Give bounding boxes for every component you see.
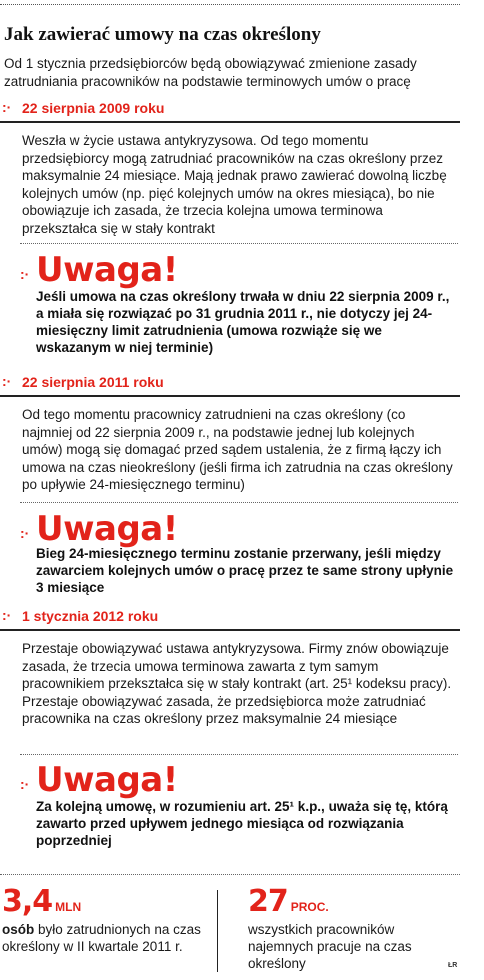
- warning-label: Uwaga!: [36, 760, 178, 800]
- bullet-icon: :·: [20, 525, 30, 541]
- section-header-2011: [0, 369, 460, 397]
- warning-label: Uwaga!: [36, 250, 178, 290]
- section-body: Weszła w życie ustawa antykryzysowa. Od tego momentu przedsiębiorcy mogą zatrudniać pracowników na czas określony przez maksymalnie 24 miesiące. Mają jednak prawo zawierać dowolną liczbę kolejnych umów (np. pięć kolejnych umów na okres miesiąca), bo nie obowiązuje ich zasada, że trzecia kolejna umowa terminowa przekształca się w stały kontrakt: [22, 133, 447, 236]
- section-body: Przestaje obowiązywać ustawa antykryzysowa. Firmy znów obowiązuje zasada, że trzecia umowa terminowa zawarta z tym samym pracownikiem przekształca się w stały kontrakt (art. 25¹ kodeksu pracy). Przestaje obowiązywać zasada, że przedsiębiorca może zatrudniać pracownika na czas określony przez maksymalnie 24 miesiące: [22, 641, 452, 726]
- stat-bold: osób: [2, 922, 35, 937]
- dotted-divider: [20, 502, 458, 503]
- lead-text: Od 1 stycznia przedsiębiorców będą obowiązywać zmienione zasady zatrudniania pracowników na podstawie terminowych umów o pracę: [4, 56, 417, 89]
- section-rule: [0, 121, 460, 123]
- section-date: 1 stycznia 2012 roku: [22, 608, 159, 624]
- warning-label: Uwaga!: [36, 509, 178, 549]
- warning-text: Bieg 24-miesięcznego terminu zostanie przerwany, jeśli między zawarciem kolejnych umów o pracę przez te same strony upłynie 3 miesiące: [36, 546, 454, 595]
- warning-text: Jeśli umowa na czas określony trwała w dniu 22 sierpnia 2009 r., a miała się rozwiązać po 31 grudnia 2011 r., nie dotyczy jej 24-miesięczny limit zatrudnienia (umowa rozwiąże się we wskazanym w niej terminie): [36, 289, 450, 355]
- stat-unit: PROC.: [290, 900, 329, 914]
- stats-divider: [0, 874, 460, 875]
- stat-unit: MLN: [55, 900, 82, 914]
- bullet-icon: :·: [2, 607, 12, 623]
- stat-employed: [2, 884, 207, 955]
- stat-separator: [217, 890, 218, 972]
- dotted-divider: [20, 243, 458, 244]
- top-divider: [0, 4, 460, 5]
- stat-value: 3,4: [2, 884, 53, 919]
- section-rule: [0, 629, 460, 631]
- section-date: 22 sierpnia 2009 roku: [22, 100, 165, 116]
- section-rule: [0, 395, 460, 397]
- bullet-icon: :·: [2, 373, 12, 389]
- page-title: Jak zawierać umowy na czas określony: [4, 24, 321, 45]
- section-date: 22 sierpnia 2011 roku: [22, 374, 164, 390]
- stat-value: 27: [248, 884, 288, 919]
- section-header-2009: [0, 95, 460, 123]
- bullet-icon: :·: [20, 266, 30, 282]
- warning-text: Za kolejną umowę, w rozumieniu art. 25¹ k.p., uważa się tę, którą zawarto przed upływem jednego miesiąca od rozwiązania poprzedniej: [36, 799, 448, 848]
- author-signature: ŁR: [448, 962, 458, 969]
- stat-description: osób było zatrudnionych na czas określony w II kwartale 2011 r.: [2, 922, 201, 954]
- section-header-2012: [0, 603, 460, 631]
- bullet-icon: :·: [2, 99, 12, 115]
- section-body: Od tego momentu pracownicy zatrudnieni na czas określony (co najmniej od 22 sierpnia 2009 r., na podstawie jednej lub kolejnych umów) mogą się domagać przed sądem ustalenia, że z firmą łączy ich umowa na czas nieokreślony (jeśli firma ich zatrudnia na czas określony po upływie 24-miesięcznego terminu): [22, 407, 453, 492]
- bullet-icon: :·: [20, 776, 30, 792]
- dotted-divider: [20, 754, 458, 755]
- stat-percent: [248, 884, 438, 972]
- stat-description: wszystkich pracowników najemnych pracuje na czas określony: [248, 922, 412, 971]
